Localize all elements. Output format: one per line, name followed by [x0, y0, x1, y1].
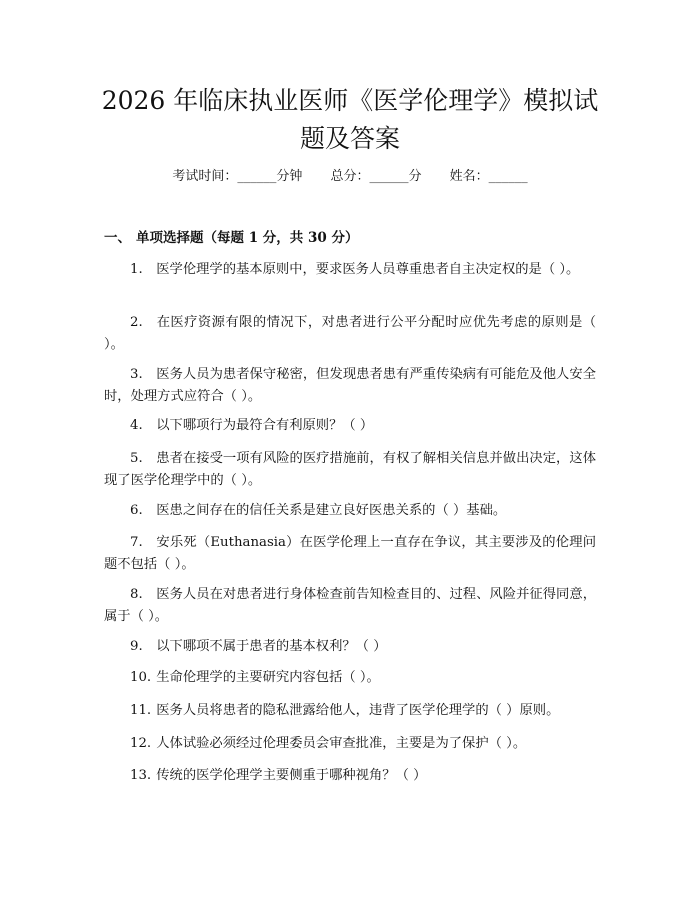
question-number: 2.: [130, 315, 143, 330]
question-number: 5.: [130, 451, 143, 466]
question-text: 医务人员将患者的隐私泄露给他人，违背了医学伦理学的（ ）原则。: [156, 703, 560, 718]
question-number: 9.: [130, 639, 143, 654]
section-number: 一、: [104, 230, 131, 246]
question-number: 12.: [130, 736, 152, 751]
question-text: 患者在接受一项有风险的医疗措施前，有权了解相关信息并做出决定，这体现了医学伦理学中的（ ）。: [104, 451, 597, 488]
question-item: [104, 500, 596, 522]
question-text: 安乐死（Euthanasia）在医学伦理上一直存在争议，其主要涉及的伦理问题不包括（ ）。: [104, 535, 596, 572]
name-label: 姓名：______: [449, 169, 528, 184]
question-item: [104, 415, 596, 437]
question-number: 6.: [130, 503, 143, 518]
question-number: 4.: [130, 418, 143, 433]
question-text: 人体试验必须经过伦理委员会审查批准，主要是为了保护（ ）。: [156, 736, 527, 751]
question-item: [104, 667, 596, 689]
question-number: 11.: [130, 703, 152, 718]
question-item: [104, 584, 596, 628]
question-item: [104, 765, 596, 787]
question-text: 以下哪项不属于患者的基本权利？（ ）: [156, 639, 387, 654]
section-heading: [104, 229, 358, 247]
question-item: [104, 700, 596, 722]
question-number: 8.: [130, 587, 143, 602]
exam-info-line: [0, 168, 700, 186]
question-text: 医务人员为患者保守秘密，但发现患者患有严重传染病有可能危及他人安全时，处理方式应符合（ ）。: [104, 367, 597, 404]
question-text: 生命伦理学的主要研究内容包括（ ）。: [156, 670, 380, 685]
question-item: [104, 636, 596, 658]
question-item: [104, 733, 596, 755]
question-text: 医学伦理学的基本原则中，要求医务人员尊重患者自主决定权的是（ ）。: [156, 262, 580, 277]
question-number: 1.: [130, 262, 143, 277]
question-item: [104, 448, 596, 492]
question-text: 传统的医学伦理学主要侧重于哪种视角？（ ）: [156, 768, 427, 783]
section-title: 单项选择题（每题 1 分，共 30 分）: [136, 230, 359, 246]
exam-time-label: 考试时间：______分钟: [172, 169, 303, 184]
question-text: 以下哪项行为最符合有利原则？（ ）: [156, 418, 374, 433]
question-item: [104, 259, 596, 281]
question-text: 医务人员在对患者进行身体检查前告知检查目的、过程、风险并征得同意，属于（ ）。: [104, 587, 597, 624]
total-score-label: 总分：______分: [330, 169, 422, 184]
question-item: [104, 364, 596, 408]
page-title: 2026 年临床执业医师《医学伦理学》模拟试题及答案: [101, 86, 599, 153]
question-text: 在医疗资源有限的情况下，对患者进行公平分配时应优先考虑的原则是（ ）。: [104, 315, 597, 352]
question-number: 13.: [130, 768, 152, 783]
question-item: [104, 532, 596, 576]
question-number: 7.: [130, 535, 143, 550]
question-number: 10.: [130, 670, 152, 685]
question-number: 3.: [130, 367, 143, 382]
question-text: 医患之间存在的信任关系是建立良好医患关系的（ ）基础。: [156, 503, 507, 518]
question-item: [104, 312, 596, 356]
